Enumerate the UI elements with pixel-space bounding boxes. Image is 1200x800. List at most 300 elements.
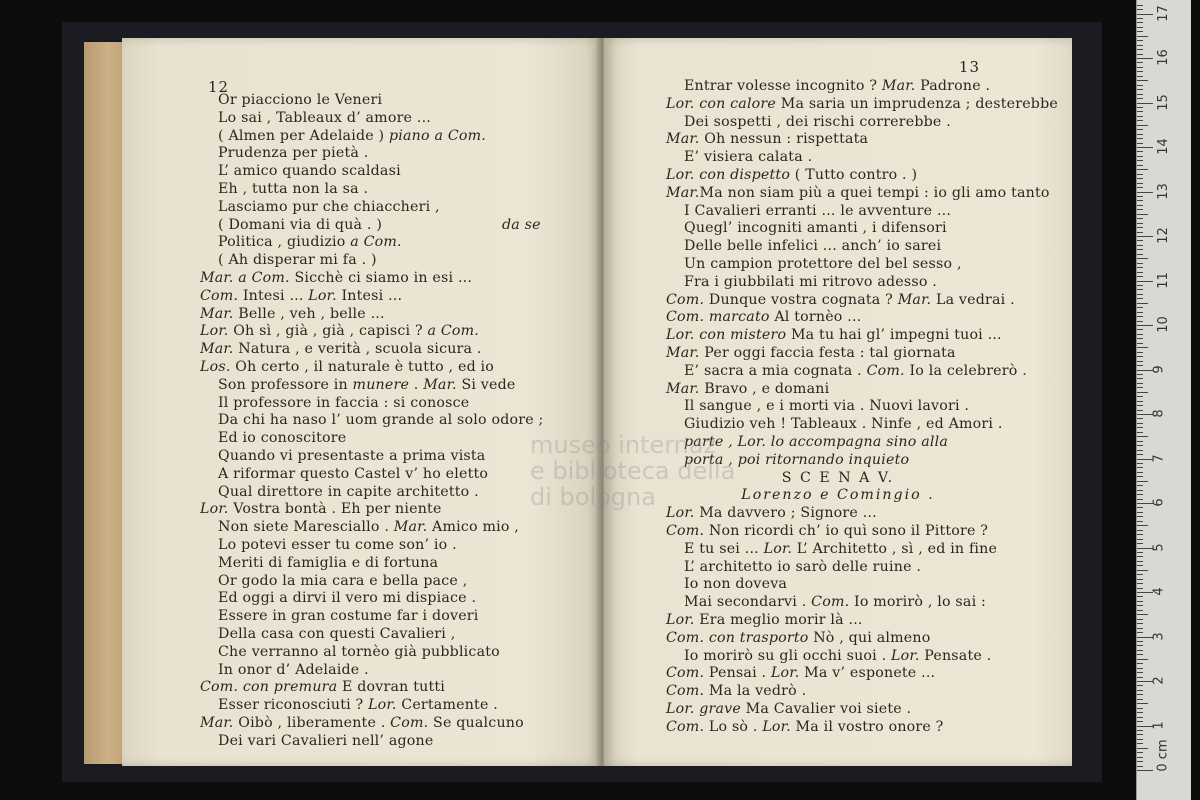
ruler-tick bbox=[1137, 218, 1143, 219]
page-number-left: 12 bbox=[208, 78, 230, 96]
roman-text: Da chi ha naso l’ uom grande al solo odore ; bbox=[218, 412, 544, 429]
roman-text: Essere in gran costume far i doveri bbox=[218, 608, 479, 625]
roman-text: Quegl’ incogniti amanti , i difensori bbox=[684, 220, 947, 237]
text-line bbox=[218, 395, 469, 412]
ruler-tick bbox=[1137, 205, 1143, 206]
ruler-tick bbox=[1137, 743, 1143, 744]
ruler-unit-label: 0 cm bbox=[1155, 739, 1171, 772]
italic-text: Com. bbox=[666, 665, 705, 682]
roman-text: Ed io conoscitore bbox=[218, 430, 347, 447]
roman-text: ( Almen per Adelaide ) bbox=[218, 127, 389, 144]
ruler-tick bbox=[1137, 76, 1143, 77]
roman-text: Il sangue , e i morti via . Nuovi lavori . bbox=[684, 398, 970, 415]
open-book bbox=[84, 34, 1084, 774]
text-line bbox=[200, 679, 445, 696]
ruler-tick bbox=[1137, 223, 1143, 224]
text-line bbox=[604, 470, 1072, 487]
roman-text: Entrar volesse incognito ? bbox=[684, 78, 882, 94]
text-line bbox=[684, 78, 990, 95]
ruler-number: 6 bbox=[1151, 498, 1167, 507]
text-line bbox=[684, 114, 951, 131]
left-page bbox=[122, 38, 600, 766]
ruler-tick bbox=[1137, 596, 1143, 597]
ruler-tick bbox=[1137, 160, 1143, 161]
roman-text: Bravo , e domani bbox=[699, 380, 830, 397]
ruler-tick bbox=[1137, 267, 1143, 268]
text-line bbox=[218, 412, 544, 429]
text-line bbox=[666, 185, 1050, 202]
ruler-tick bbox=[1137, 298, 1143, 299]
ruler-tick bbox=[1137, 663, 1143, 664]
ruler-tick bbox=[1137, 717, 1143, 718]
roman-text: In onor d’ Adelaide . bbox=[218, 661, 369, 678]
ruler-tick bbox=[1137, 303, 1148, 304]
roman-text: Non ricordi ch’ io quì sono il Pittore ? bbox=[704, 523, 989, 539]
ruler-tick bbox=[1137, 116, 1143, 117]
roman-text: Politica , giudizio bbox=[218, 234, 351, 251]
ruler-tick bbox=[1137, 748, 1148, 749]
text-line bbox=[218, 733, 433, 750]
ruler-tick bbox=[1137, 427, 1143, 428]
roman-text: Qual direttore in capite architetto . bbox=[218, 483, 479, 500]
text-line bbox=[666, 612, 863, 629]
roman-text: ( Ah disperar mi fa . ) bbox=[218, 252, 377, 269]
text-line bbox=[684, 203, 951, 220]
roman-text: E’ visiera calata . bbox=[684, 149, 813, 166]
ruler-number: 1 bbox=[1151, 720, 1167, 730]
italic-text: Lor. bbox=[200, 501, 229, 518]
ruler-tick bbox=[1137, 174, 1143, 175]
ruler-tick bbox=[1137, 766, 1143, 767]
ruler-tick bbox=[1137, 383, 1143, 384]
text-line bbox=[666, 701, 911, 718]
ruler-tick bbox=[1137, 338, 1143, 339]
ruler-tick bbox=[1137, 467, 1143, 468]
roman-text: Il professore in faccia : si conosce bbox=[218, 394, 470, 411]
roman-text: Pensai . bbox=[704, 665, 771, 682]
ruler-tick bbox=[1137, 507, 1143, 508]
ruler-tick bbox=[1137, 694, 1143, 695]
italic-text: Mar. bbox=[393, 519, 428, 536]
roman-text: L’ architetto io sarò delle ruine . bbox=[684, 558, 922, 575]
ruler-tick bbox=[1137, 232, 1143, 233]
text-line bbox=[200, 501, 442, 518]
roman-text: Intesi ... bbox=[238, 287, 309, 304]
ruler-tick bbox=[1137, 285, 1143, 286]
ruler-tick bbox=[1137, 18, 1143, 19]
ruler-tick bbox=[1137, 312, 1143, 313]
ruler-tick bbox=[1137, 272, 1143, 273]
ruler-tick bbox=[1137, 321, 1143, 322]
roman-text: Ed oggi a dirvi il vero mi dispiace . bbox=[218, 590, 477, 607]
italic-text: Lorenzo e Comingio . bbox=[741, 487, 935, 504]
text-line bbox=[218, 234, 402, 251]
roman-text: Lo sò . bbox=[704, 718, 763, 735]
ruler-tick bbox=[1137, 454, 1143, 455]
watermark-line: museo internaz bbox=[530, 431, 717, 459]
text-line bbox=[200, 715, 524, 732]
text-line bbox=[666, 131, 868, 148]
italic-text: Lor. bbox=[763, 540, 793, 557]
roman-text: Ma Cavalier voi siete . bbox=[740, 701, 912, 717]
ruler-tick bbox=[1137, 730, 1143, 731]
ruler-tick bbox=[1137, 450, 1143, 451]
italic-text: Com. bbox=[811, 594, 850, 611]
ruler-tick bbox=[1137, 334, 1143, 335]
ruler-tick bbox=[1137, 103, 1153, 104]
text-line bbox=[684, 559, 921, 576]
ruler-tick bbox=[1137, 14, 1153, 15]
italic-text: Com. marcato bbox=[666, 309, 770, 326]
ruler-tick bbox=[1137, 316, 1143, 317]
roman-text: Ma tu hai gl’ impegni tuoi ... bbox=[786, 327, 1002, 344]
roman-text: E dovran tutti bbox=[337, 679, 445, 696]
ruler-tick bbox=[1137, 503, 1153, 504]
italic-text: Com. bbox=[866, 362, 905, 379]
italic-text: Lor. bbox=[770, 665, 800, 682]
ruler-tick bbox=[1137, 245, 1143, 246]
ruler-number: 4 bbox=[1151, 587, 1167, 596]
roman-text: Un campion protettore del bel sesso , bbox=[684, 256, 962, 272]
italic-text: Com. bbox=[200, 287, 239, 304]
ruler-tick bbox=[1137, 650, 1143, 651]
ruler-tick bbox=[1137, 534, 1143, 535]
roman-text: Dunque vostra cognata ? bbox=[704, 291, 898, 308]
ruler-number: 10 bbox=[1155, 316, 1171, 333]
ruler-tick bbox=[1137, 156, 1143, 157]
ruler-tick bbox=[1137, 138, 1143, 139]
roman-text: Quando vi presentaste a prima vista bbox=[218, 448, 486, 464]
italic-text: Com. con trasporto bbox=[666, 629, 809, 646]
ruler-number: 14 bbox=[1155, 138, 1171, 155]
italic-text: Lor. bbox=[666, 612, 695, 628]
text-line bbox=[218, 573, 467, 590]
ruler-tick bbox=[1137, 623, 1143, 624]
ruler-tick bbox=[1137, 423, 1143, 424]
ruler-tick bbox=[1137, 58, 1153, 59]
ruler-tick bbox=[1137, 329, 1143, 330]
ruler-tick bbox=[1137, 98, 1143, 99]
ruler-tick bbox=[1137, 165, 1143, 166]
text-line bbox=[218, 181, 368, 198]
ruler-tick bbox=[1137, 410, 1143, 411]
roman-text: Al tornèo ... bbox=[769, 309, 862, 326]
ruler-number: 7 bbox=[1151, 453, 1167, 463]
text-line bbox=[666, 309, 861, 326]
text-line bbox=[218, 128, 486, 145]
text-line bbox=[218, 252, 377, 269]
ruler-tick bbox=[1137, 120, 1143, 121]
roman-text: L’ Architetto , sì , ed in fine bbox=[792, 540, 998, 557]
ruler-tick bbox=[1137, 54, 1143, 55]
roman-text: Son professore in bbox=[218, 376, 353, 393]
text-line bbox=[218, 644, 500, 661]
italic-text: Mar. bbox=[666, 345, 700, 361]
measurement-ruler bbox=[1136, 0, 1191, 800]
text-line bbox=[218, 430, 346, 447]
text-line bbox=[666, 523, 988, 540]
italic-text: Lor. con mistero bbox=[666, 327, 787, 344]
ruler-tick bbox=[1137, 418, 1143, 419]
text-line bbox=[684, 256, 962, 273]
text-line bbox=[666, 683, 806, 700]
text-line bbox=[604, 487, 1072, 504]
text-line bbox=[666, 719, 944, 736]
ruler-number: 11 bbox=[1155, 271, 1171, 289]
text-line bbox=[218, 163, 401, 180]
ruler-tick bbox=[1137, 392, 1148, 393]
italic-text: Mar. a Com. bbox=[200, 270, 290, 286]
ruler-tick bbox=[1137, 22, 1143, 23]
ruler-tick bbox=[1137, 36, 1148, 37]
ruler-tick bbox=[1137, 414, 1153, 415]
text-line bbox=[200, 323, 479, 340]
ruler-tick bbox=[1137, 361, 1143, 362]
roman-text: Prudenza per pietà . bbox=[218, 145, 369, 162]
roman-text: Ma v’ esponete ... bbox=[799, 665, 936, 682]
ruler-tick bbox=[1137, 67, 1143, 68]
ruler-tick bbox=[1137, 490, 1143, 491]
ruler-tick bbox=[1137, 263, 1143, 264]
roman-text: Or godo la mia cara e bella pace , bbox=[218, 572, 468, 589]
ruler-tick bbox=[1137, 761, 1143, 762]
ruler-tick bbox=[1137, 619, 1143, 620]
italic-text: Mar. bbox=[897, 291, 932, 308]
ruler-tick bbox=[1137, 94, 1143, 95]
roman-text: ( Tutto contro . ) bbox=[790, 167, 918, 183]
roman-text: Oh sì , già , già , capisci ? bbox=[228, 323, 428, 340]
ruler-tick bbox=[1137, 752, 1143, 753]
ruler-tick bbox=[1137, 579, 1143, 580]
ruler-tick bbox=[1137, 583, 1143, 584]
text-line bbox=[684, 398, 969, 415]
ruler-tick bbox=[1137, 258, 1148, 259]
ruler-tick bbox=[1137, 187, 1143, 188]
italic-text: Mar. bbox=[200, 305, 234, 322]
ruler-tick bbox=[1137, 143, 1143, 144]
text-line bbox=[684, 416, 1003, 433]
ruler-tick bbox=[1137, 356, 1143, 357]
roman-text: Nò , qui almeno bbox=[808, 629, 931, 646]
ruler-tick bbox=[1137, 307, 1143, 308]
ruler-tick bbox=[1137, 343, 1143, 344]
roman-text: Natura , e verità , scuola sicura . bbox=[233, 341, 482, 358]
ruler-tick bbox=[1137, 588, 1143, 589]
text-line bbox=[666, 96, 1058, 113]
ruler-tick bbox=[1137, 236, 1153, 237]
italic-text: Lor. bbox=[200, 323, 229, 340]
italic-text: Lor. grave bbox=[666, 701, 741, 717]
text-line bbox=[666, 381, 829, 398]
text-line bbox=[666, 505, 877, 522]
ruler-tick bbox=[1137, 436, 1148, 437]
ruler-tick bbox=[1137, 659, 1148, 660]
ruler-tick bbox=[1137, 632, 1143, 633]
text-line bbox=[684, 274, 937, 291]
ruler-tick bbox=[1137, 481, 1148, 482]
ruler-tick bbox=[1137, 396, 1143, 397]
roman-text: Ma la vedrò . bbox=[704, 683, 807, 700]
ruler-tick bbox=[1137, 525, 1148, 526]
ruler-tick bbox=[1137, 530, 1143, 531]
text-line bbox=[666, 630, 930, 647]
ruler-tick bbox=[1137, 80, 1148, 81]
ruler-tick bbox=[1137, 200, 1143, 201]
italic-text: munere bbox=[352, 376, 410, 393]
roman-text: Si vede bbox=[456, 376, 516, 393]
roman-text: La vedrai . bbox=[931, 291, 1015, 308]
ruler-number: 15 bbox=[1155, 93, 1171, 111]
italic-text: parte , Lor. lo accompagna sino alla bbox=[684, 434, 949, 450]
ruler-tick bbox=[1137, 89, 1143, 90]
ruler-tick bbox=[1137, 169, 1148, 170]
ruler-tick bbox=[1137, 5, 1143, 6]
right-page bbox=[604, 38, 1072, 766]
roman-text: Era meglio morir là ... bbox=[694, 612, 863, 628]
roman-text: E’ sacra a mia cognata . bbox=[684, 362, 867, 379]
ruler-tick bbox=[1137, 677, 1143, 678]
roman-text: Dei vari Cavalieri nell’ agone bbox=[218, 732, 434, 749]
ruler-tick bbox=[1137, 45, 1143, 46]
text-line bbox=[684, 434, 948, 451]
text-line bbox=[666, 345, 956, 362]
italic-text: Com. bbox=[390, 715, 429, 731]
roman-text: Dei sospetti , dei rischi correrebbe . bbox=[684, 113, 951, 130]
italic-text: Lor. bbox=[666, 505, 695, 522]
roman-text: Eh , tutta non la sa . bbox=[218, 181, 369, 197]
roman-text: Delle belle infelici ... anch’ io sarei bbox=[684, 238, 942, 255]
ruler-tick bbox=[1137, 441, 1143, 442]
roman-text: Ma non siam più a quei tempi : io gli amo tanto bbox=[699, 184, 1050, 201]
ruler-number: 2 bbox=[1151, 676, 1167, 685]
ruler-tick bbox=[1137, 703, 1148, 704]
italic-text: Mar. bbox=[200, 341, 234, 358]
text-line bbox=[218, 484, 479, 501]
italic-text: piano a Com. bbox=[389, 127, 486, 144]
roman-text: Belle , veh , belle ... bbox=[233, 305, 385, 322]
ruler-tick bbox=[1137, 62, 1143, 63]
ruler-tick bbox=[1137, 734, 1143, 735]
ruler-tick bbox=[1137, 111, 1143, 112]
ruler-tick bbox=[1137, 365, 1143, 366]
text-line bbox=[218, 626, 455, 643]
italic-text: Lor. bbox=[762, 718, 791, 735]
text-line bbox=[218, 145, 369, 162]
ruler-tick bbox=[1137, 151, 1143, 152]
ruler-tick bbox=[1137, 347, 1148, 348]
ruler-tick bbox=[1137, 209, 1143, 210]
ruler-tick bbox=[1137, 708, 1143, 709]
roman-text: L’ amico quando scaldasi bbox=[218, 163, 401, 180]
ruler-tick bbox=[1137, 601, 1143, 602]
text-line bbox=[218, 199, 440, 216]
ruler-tick bbox=[1137, 672, 1143, 673]
ruler-number: 9 bbox=[1151, 364, 1167, 374]
roman-text: Pensate . bbox=[919, 647, 992, 664]
ruler-tick bbox=[1137, 548, 1153, 549]
roman-text: Sicchè ci siamo in esi ... bbox=[289, 270, 473, 286]
ruler-tick bbox=[1137, 378, 1143, 379]
roman-text: Mai secondarvi . bbox=[684, 594, 812, 611]
ruler-number: 17 bbox=[1155, 4, 1171, 22]
roman-text: Ma il vostro onore ? bbox=[790, 718, 944, 735]
ruler-tick bbox=[1137, 539, 1143, 540]
roman-text: Io non doveva bbox=[684, 576, 788, 593]
text-line bbox=[684, 220, 947, 237]
roman-text: Padrone . bbox=[915, 78, 991, 94]
ruler-tick bbox=[1137, 276, 1143, 277]
ruler-tick bbox=[1137, 605, 1143, 606]
roman-text: Vostra bontà . Eh per niente bbox=[228, 501, 442, 518]
text-line bbox=[218, 697, 498, 714]
roman-text: Io morirò , lo sai : bbox=[849, 594, 987, 611]
ruler-tick bbox=[1137, 641, 1143, 642]
text-line bbox=[200, 270, 472, 287]
roman-text: Lasciamo pur che chiaccheri , bbox=[218, 198, 440, 215]
ruler-tick bbox=[1137, 494, 1143, 495]
ruler-tick bbox=[1137, 561, 1143, 562]
ruler-tick bbox=[1137, 289, 1143, 290]
ruler-tick bbox=[1137, 614, 1148, 615]
italic-text: a Com. bbox=[427, 323, 479, 340]
italic-text: Mar. bbox=[666, 380, 700, 397]
roman-text: Lo potevi esser tu come son’ io . bbox=[218, 537, 457, 553]
ruler-tick bbox=[1137, 49, 1143, 50]
text-line bbox=[218, 92, 382, 109]
ruler-tick bbox=[1137, 472, 1143, 473]
roman-text: Fra i giubbilati mi ritrovo adesso . bbox=[684, 273, 938, 290]
text-line bbox=[218, 590, 476, 607]
ruler-tick bbox=[1137, 645, 1143, 646]
ruler-tick bbox=[1137, 637, 1153, 638]
ruler-tick bbox=[1137, 712, 1143, 713]
ruler-tick bbox=[1137, 463, 1143, 464]
italic-text: Com. bbox=[666, 523, 705, 539]
roman-text: Se qualcuno bbox=[428, 715, 524, 731]
italic-text: a Com. bbox=[350, 234, 402, 251]
ruler-tick bbox=[1137, 628, 1143, 629]
ruler-tick bbox=[1137, 178, 1143, 179]
roman-text: E tu sei ... bbox=[684, 540, 764, 557]
stage-direction: da se bbox=[502, 216, 541, 233]
ruler-tick bbox=[1137, 370, 1153, 371]
ruler-tick bbox=[1137, 685, 1143, 686]
roman-text: . bbox=[409, 376, 424, 393]
roman-text: Non siete Maresciallo . bbox=[218, 519, 394, 536]
text-line bbox=[218, 519, 519, 536]
roman-text: Esser riconosciuti ? bbox=[218, 697, 369, 714]
text-line bbox=[200, 341, 482, 358]
text-line bbox=[218, 448, 485, 465]
roman-text: Certamente . bbox=[396, 697, 498, 714]
ruler-tick bbox=[1137, 476, 1143, 477]
italic-text: Com. con premura bbox=[200, 679, 338, 696]
italic-text: porta , poi ritornando inquieto bbox=[684, 451, 910, 468]
text-line bbox=[684, 363, 1027, 380]
ruler-number: 12 bbox=[1155, 227, 1171, 244]
text-line bbox=[218, 537, 457, 554]
text-line bbox=[666, 292, 1015, 309]
roman-text: Oh certo , il naturale è tutto , ed io bbox=[230, 359, 495, 375]
ruler-tick bbox=[1137, 512, 1143, 513]
text-line bbox=[666, 327, 1002, 344]
book-cover-edge bbox=[84, 42, 124, 764]
watermark-line: e biblioteca della bbox=[530, 457, 736, 485]
ruler-tick bbox=[1137, 574, 1143, 575]
roman-text: Ma davvero ; Signore ... bbox=[694, 505, 877, 522]
italic-text: Com. bbox=[666, 291, 705, 308]
italic-text: Com. bbox=[666, 718, 705, 735]
